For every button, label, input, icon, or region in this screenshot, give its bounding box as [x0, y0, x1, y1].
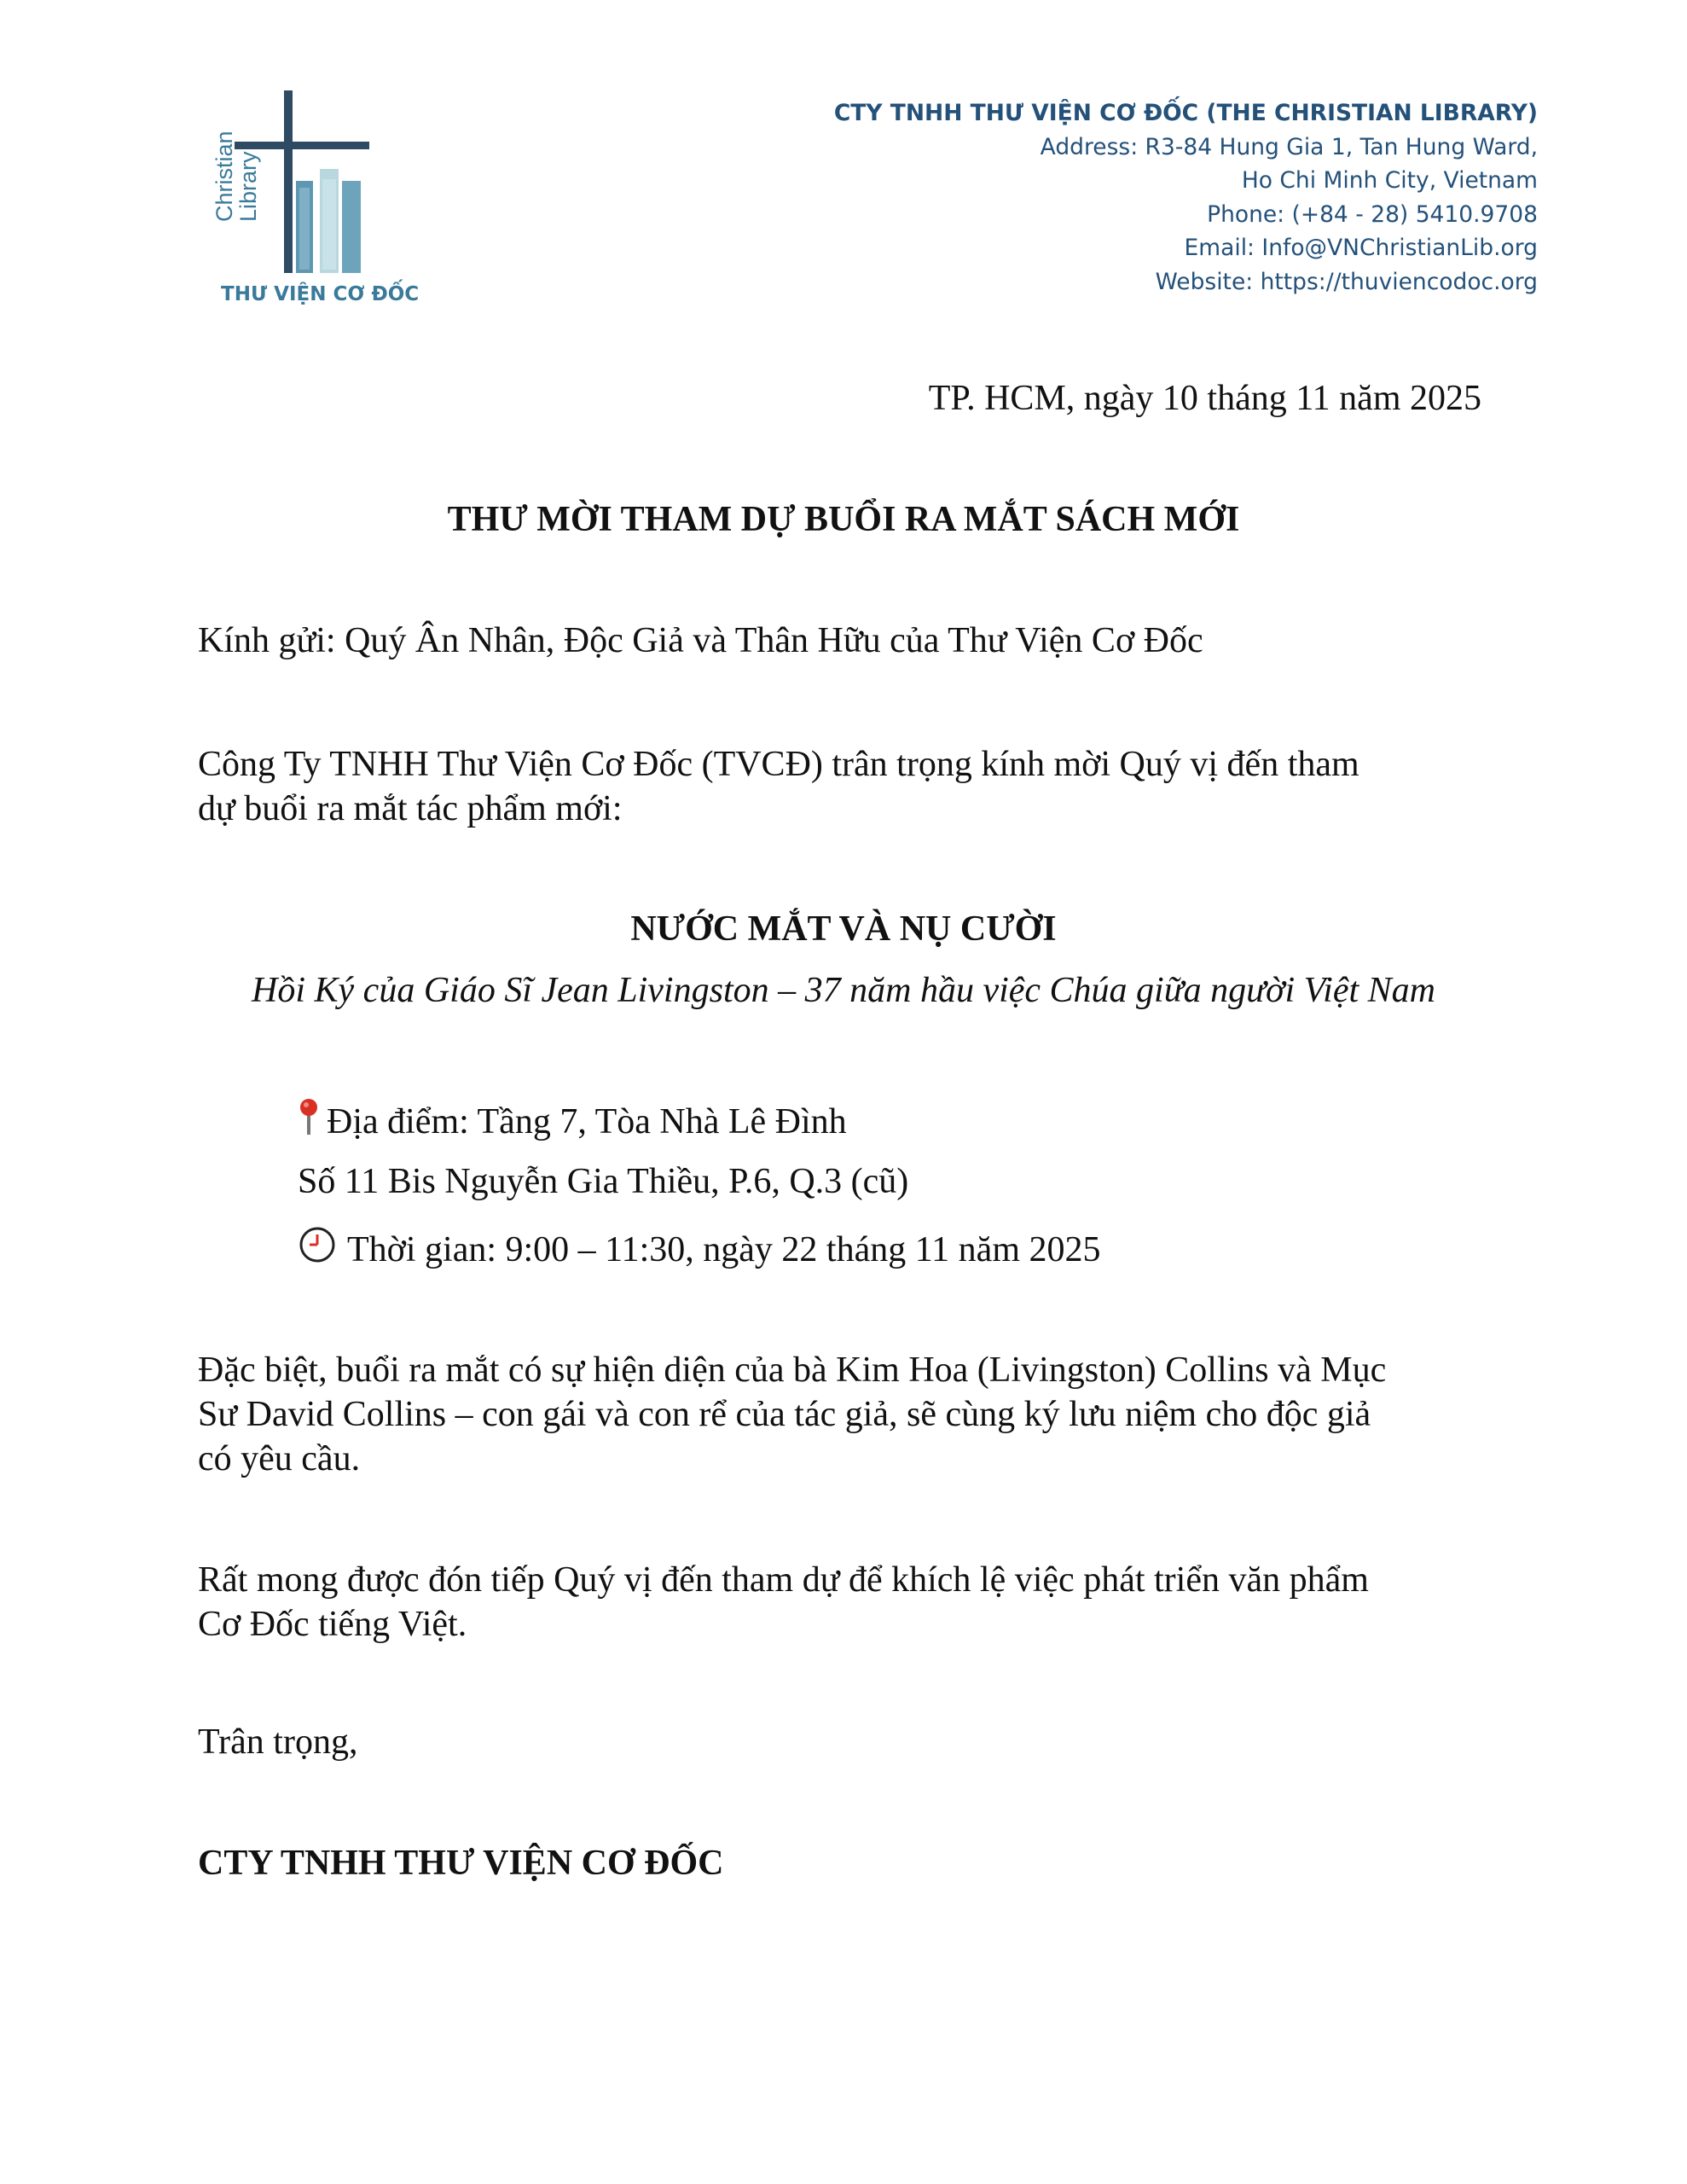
- letter-date: TP. HCM, ngày 10 tháng 11 năm 2025: [928, 379, 1481, 418]
- hope-line: Cơ Đốc tiếng Việt.: [198, 1605, 467, 1644]
- round-pushpin-icon: [298, 1097, 320, 1146]
- special-line: có yêu cầu.: [198, 1439, 361, 1478]
- company-email[interactable]: Email: Info@VNChristianLib.org: [1184, 235, 1538, 261]
- closing: Trân trọng,: [198, 1722, 358, 1762]
- special-line: Đặc biệt, buổi ra mắt có sự hiện diện của bà Kim Hoa (Livingston) Collins và Mục: [198, 1350, 1387, 1390]
- company-phone: Phone: (+84 - 28) 5410.9708: [1207, 200, 1538, 228]
- logo-word-library: Library: [235, 151, 261, 222]
- location-label: Địa điểm: Tầng 7, Tòa Nhà Lê Đình: [327, 1101, 847, 1141]
- book-subtitle: Hồi Ký của Giáo Sĩ Jean Livingston – 37 năm hầu việc Chúa giữa người Việt Nam: [252, 971, 1435, 1010]
- special-line: Sư David Collins – con gái và con rể của tác giả, sẽ cùng ký lưu niệm cho độc giả: [198, 1395, 1371, 1434]
- logo-caption: THƯ VIỆN CƠ ĐỐC: [221, 283, 420, 305]
- clock-icon: [298, 1225, 340, 1274]
- hope-paragraph: [198, 1558, 1494, 1647]
- intro-line: Công Ty TNHH Thư Viện Cơ Đốc (TVCĐ) trân trọng kính mời Quý vị đến tham: [198, 745, 1359, 784]
- company-website[interactable]: Website: https://thuviencodoc.org: [1155, 268, 1538, 295]
- book-title: NƯỚC MẮT VÀ NỤ CƯỜI: [630, 909, 1057, 949]
- special-paragraph: [198, 1348, 1494, 1481]
- signature: CTY TNHH THƯ VIỆN CƠ ĐỐC: [198, 1844, 724, 1883]
- company-address-line1: Address: R3-84 Hung Gia 1, Tan Hung Ward,: [1040, 133, 1538, 160]
- time-label: Thời gian: 9:00 – 11:30, ngày 22 tháng 11 năm 2025: [347, 1229, 1101, 1269]
- salutation: Kính gửi: Quý Ân Nhân, Độc Giả và Thân Hữu của Thư Viện Cơ Đốc: [198, 621, 1203, 660]
- hope-line: Rất mong được đón tiếp Quý vị đến tham dự để khích lệ việc phát triển văn phẩm: [198, 1560, 1369, 1600]
- event-time: [298, 1225, 1101, 1274]
- library-logo: [212, 85, 420, 316]
- intro-paragraph: [198, 742, 1494, 831]
- event-location: [298, 1097, 847, 1146]
- company-address-line2: Ho Chi Minh City, Vietnam: [1241, 167, 1538, 194]
- letter-title: THƯ MỜI THAM DỰ BUỔI RA MẮT SÁCH MỚI: [447, 500, 1240, 539]
- logo-vertical-text: [212, 102, 264, 222]
- logo-word-christian: Christian: [212, 131, 237, 222]
- company-header: [834, 96, 1538, 299]
- company-name: CTY TNHH THƯ VIỆN CƠ ĐỐC (THE CHRISTIAN LIBRARY): [833, 100, 1538, 126]
- event-address: Số 11 Bis Nguyễn Gia Thiều, P.6, Q.3 (cũ): [298, 1162, 909, 1201]
- intro-line: dự buổi ra mắt tác phẩm mới:: [198, 789, 623, 828]
